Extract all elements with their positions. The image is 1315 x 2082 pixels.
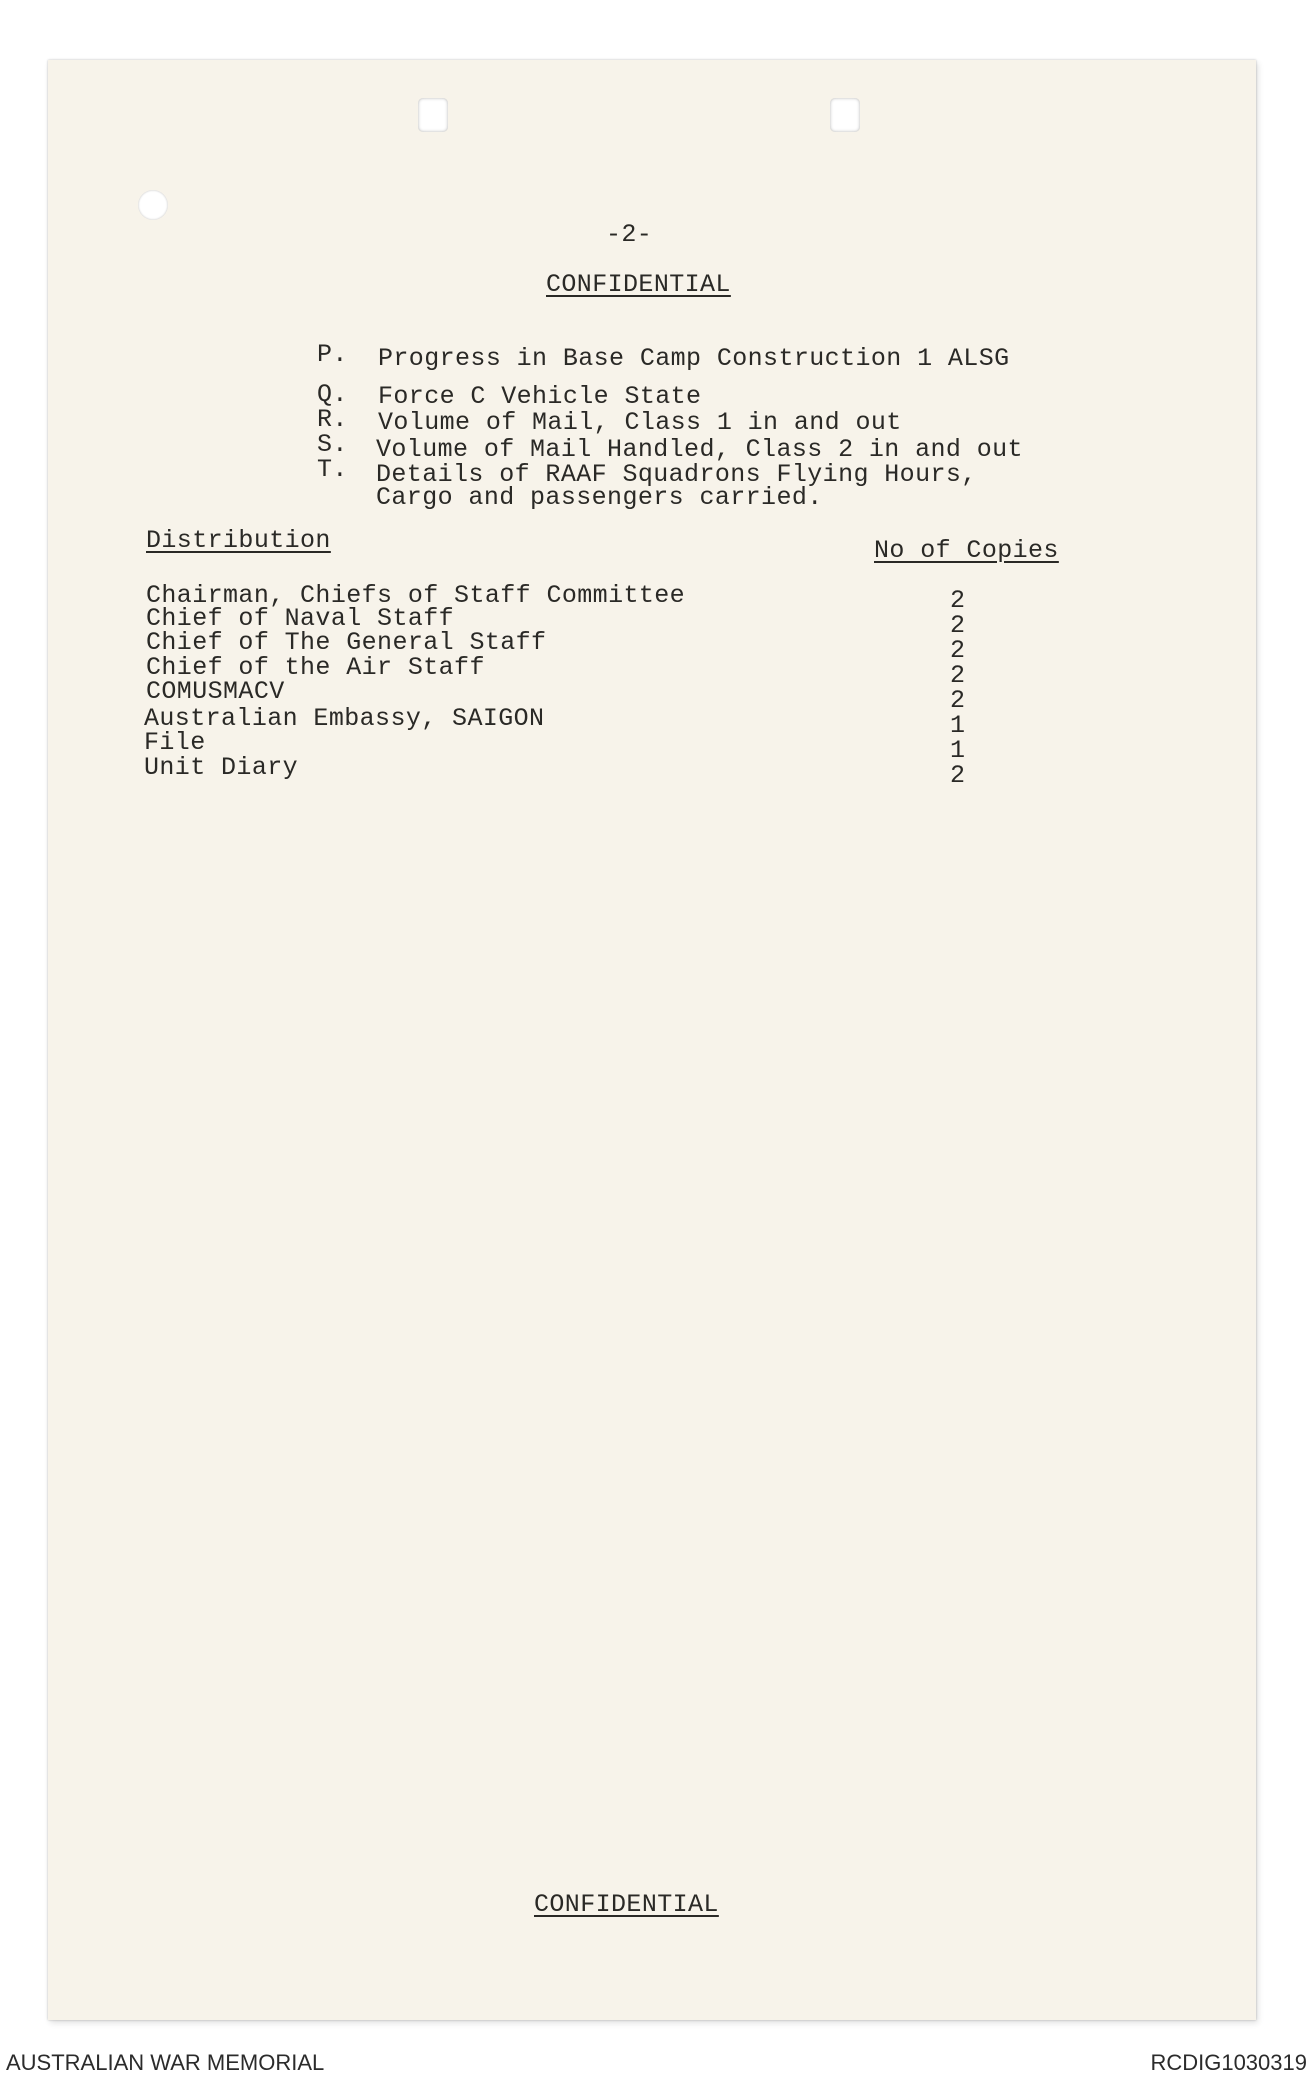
copies-count: 2 [950,636,966,665]
copies-count: 2 [950,686,966,715]
recipient-name: Chief of The General Staff [146,628,547,657]
recipient-name: File [144,728,206,757]
annex-text-continuation: Cargo and passengers carried. [376,483,823,512]
annex-text: Volume of Mail Handled, Class 2 in and out [376,435,1023,464]
staple-tear-left [418,98,448,132]
copies-count: 2 [950,611,966,640]
annex-letter: Q. [317,380,348,409]
annex-letter: S. [317,430,348,459]
annex-letter: T. [317,455,348,484]
recipient-name: Chairman, Chiefs of Staff Committee [146,581,686,610]
copies-count: 1 [950,736,966,765]
annex-text: Volume of Mail, Class 1 in and out [378,408,902,437]
page-number: -2- [606,220,653,249]
staple-tear-right [830,98,860,132]
distribution-heading: Distribution [146,526,331,555]
classification-bottom: CONFIDENTIAL [534,1890,719,1919]
copies-count: 1 [950,711,966,740]
recipient-name: Australian Embassy, SAIGON [144,704,545,733]
punch-hole [138,190,168,220]
annex-letter: P. [317,340,348,369]
copies-count: 2 [950,661,966,690]
footer-archive-name: AUSTRALIAN WAR MEMORIAL [6,2050,325,2075]
annex-text: Details of RAAF Squadrons Flying Hours, [376,460,977,489]
copies-count: 2 [950,586,966,615]
recipient-name: Chief of Naval Staff [146,604,455,633]
annex-letter: R. [317,405,348,434]
annex-text: Force C Vehicle State [378,382,702,411]
copies-count: 2 [950,761,966,790]
annex-text: Progress in Base Camp Construction 1 ALSG [378,344,1010,373]
copies-heading: No of Copies [874,536,1059,565]
classification-top: CONFIDENTIAL [546,270,731,299]
recipient-name: Chief of the Air Staff [146,653,485,682]
recipient-name: COMUSMACV [146,677,285,706]
footer-record-id: RCDIG1030319 [1150,2050,1307,2075]
recipient-name: Unit Diary [144,753,299,782]
